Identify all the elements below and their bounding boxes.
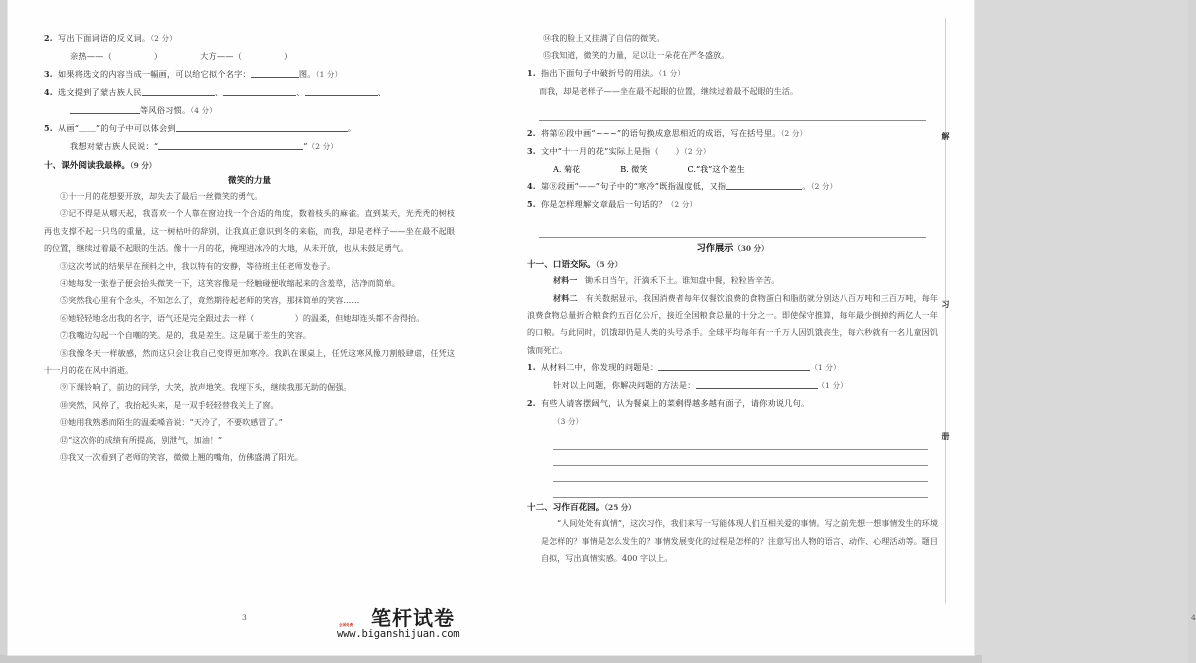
page-number-right: 4 [1191,613,1196,622]
watermark-logo [337,607,517,649]
watermark-badge: 全国免费 [339,623,354,627]
question-2-text: 写出下面词语的反义词。 [58,33,151,43]
right-question-5-text: 你是怎样理解文章最后一句话的？ [541,199,667,210]
right-question-1-number: 1. [527,67,536,78]
scan-right-edge [1188,0,1196,663]
material-one [527,272,938,289]
material-two-text: 有关数据显示，我国消费者每年仅餐饮浪费的食物蛋白和脂肪就分别达八百万吨和三百万吨，每年浪费食物总量折合粮食约五百亿公斤，接近全国粮食总量的十分之一。即使保守推算，每年最少倒掉约两亿人一年的口粮。与此同时，饥饿却仍是人类的头号杀手。全球平均每年有一千万人因饥饿丧生，每六秒就有一名儿童因饥饿而死亡。 [527,292,938,355]
write-line[interactable] [553,482,928,498]
composition-banner-score: （30 分） [733,244,769,254]
article-paragraph: ⑦我嘴边勾起一个自嘲的笑。是的，我是差生。这是属于差生的笑容。 [60,330,311,341]
question-4-text: 选文提到了蒙古族人民 [58,87,142,97]
question-3-score: （1 分） [315,70,343,79]
right-question-3-score: （2 分） [683,147,711,157]
question-4-cont [44,102,455,119]
answer-line[interactable] [539,223,926,238]
right-question-3 [527,143,938,160]
side-marker-3: 册 [941,432,951,440]
scan-left-edge [0,0,8,663]
right-question-4-number: 4. [527,181,536,192]
right-question-3-options [527,161,938,178]
answer-line[interactable] [539,106,926,121]
question-4-number: 4. [44,87,53,97]
right-question-3-text: 文中“十一月的花”实际上是指（ ） [541,146,684,157]
answer-blank[interactable] [158,140,303,150]
right-question-2-text: 将第⑥段中画“~~~”的语句换成意思相近的成语，写在括号里。 [541,128,781,139]
article-paragraph: ⑨下课铃响了，前边的同学，大笑，放声地笑。我埋下头，继续我那无助的倔强。 [60,382,352,393]
oral-question-2-text: 有些人请客摆阔气，认为餐桌上的菜剩得越多越有面子，请你劝说几句。 [541,398,810,409]
composition-banner [527,240,938,254]
writing-lines [553,434,928,498]
article-paragraph: ⑩突然，风停了，我抬起头来，是一双手轻轻替我关上了窗。 [60,399,279,410]
article-paragraph: ⑫“这次你的成绩有所提高，别泄气，加油！” [60,434,223,445]
answer-blank[interactable] [223,86,296,96]
right-question-5-number: 5. [527,199,536,210]
page-number-left: 3 [242,613,247,622]
right-question-4 [527,178,938,195]
question-5 [44,120,455,137]
answer-blank[interactable] [696,379,818,389]
section-ten-score: （9 分） [129,161,157,170]
question-4-after: 等风俗习惯。 [140,105,191,115]
write-line[interactable] [553,450,928,466]
right-question-4-text: 第⑧段画“——”句子中的“寒冷”既指温度低，又指 [541,181,727,192]
question-5-sub: 我想对蒙古族人民说：“ [70,141,159,151]
exam-page-spread [8,0,1196,655]
option-c[interactable]: C.“我”这个差生 [687,164,745,175]
write-line[interactable] [553,434,928,450]
question-5-sub-after: ” [303,141,308,151]
answer-blank[interactable] [658,361,810,371]
question-3 [44,66,455,83]
answer-blank[interactable] [305,86,378,96]
right-question-1 [527,65,938,82]
material-one-label: 材料一 [553,275,578,286]
question-5-number: 5. [44,123,53,133]
oral-question-1-score2: （1 分） [817,381,848,391]
answer-blank[interactable] [176,122,348,132]
oral-question-2 [527,395,938,412]
right-question-3-number: 3. [527,146,536,157]
question-5-text: 从画“＿＿”的句子中可以体会到 [58,123,176,133]
section-ten-heading [44,159,455,171]
question-2-sub-text: 亲热——（ ） 大方——（ ） [70,51,293,61]
section-eleven-heading [527,258,938,270]
right-question-4-score: （2 分） [810,182,838,192]
oral-question-1-line2-text: 针对以上问题，你解决问题的方法是： [553,380,696,391]
right-question-4-after: 。 [802,181,811,192]
article-title: 微笑的力量 [228,176,271,186]
composition-banner-title: 习作展示 [696,243,734,255]
article-paragraph: ⑥她轻轻地念出我的名字，语气还是完全跟过去一样（ ）的温柔，但她却连头都不舍得抬。 [60,312,425,323]
question-2 [44,30,455,47]
section-eleven-score: （5 分） [595,260,622,270]
section-ten-label: 十、课外阅读我最棒。 [44,161,130,171]
material-two [527,290,938,360]
article-paragraph: ⑧我像冬天一样敏感，然而这只会让我自己变得更加寒冷。我趴在课桌上，任凭这寒风像刀割般肆虐，任凭这十一月的花在风中消逝。 [44,347,455,376]
question-2-score: （2 分） [150,34,177,43]
oral-question-1-line2 [527,377,938,394]
material-two-label: 材料二 [553,292,578,303]
oral-question-1-number: 1. [527,362,536,373]
material-one-text: 锄禾日当午，汗滴禾下土。谁知盘中餐，粒粒皆辛苦。 [585,275,780,286]
oral-question-2-score-text: （3 分） [553,417,584,427]
article-paragraph: ⑮我知道，微笑的力量，足以让一朵花在严冬盛放。 [543,50,730,61]
right-question-2-number: 2. [527,128,536,139]
right-question-5 [527,196,938,213]
option-a[interactable]: A. 菊花 [553,164,581,175]
article-paragraph: ①十一月的花想要开放，却失去了最后一丝微笑的勇气。 [60,191,263,201]
option-b[interactable]: B. 微笑 [620,164,648,175]
article-paragraph: ⑭我的脸上又挂满了自信的微笑。 [543,33,665,43]
side-marker-2: 习 [941,300,951,308]
article-paragraph: ⑤突然我心里有个念头，不知怎么了，竟然期待起老师的笑容，那抹简单的笑容…… [60,295,360,306]
right-question-1-text: 指出下面句子中破折号的用法。 [541,67,659,78]
question-4-score: （4 分） [190,106,217,115]
article-paragraph: ②记不得是从哪天起，我喜欢一个人靠在窗边找一个合适的角度，数着枝头的麻雀。直到某天，光秃秃的树枝再也支撑不起一只鸟的重量，这一树枯叶的辞别，让我真正意识到冬的来临，而我，却是老样子——坐在最不起眼的位置，继续过着最不起眼的生活。像十一月的花，掩埋进冰冷的大地，从未开放，也从未鼓足勇气。 [44,208,455,254]
right-question-1-quote: 而我，却是老样子——坐在最不起眼的位置，继续过着最不起眼的生活。 [539,85,799,96]
left-page [8,0,491,640]
section-twelve-score: （25 分） [604,503,636,513]
right-question-2 [527,125,938,142]
article-paragraph: ③这次考试的结果早在预料之中，我以特有的安静，等待班主任老师发卷子。 [60,260,336,271]
scan-bottom-edge [0,655,982,663]
article-paragraph: ⑬我又一次看到了老师的笑容，微微上翘的嘴角，仿佛盛满了阳光。 [60,452,303,463]
section-twelve-label: 十二、习作百花园。 [527,503,605,514]
oral-question-1-text: 从材料二中，你发现的问题是： [541,362,659,373]
article-paragraph: ⑪她用我熟悉而陌生的温柔嗓音说：“天冷了，不要吹感冒了。” [60,417,283,428]
watermark-url: www.biganshijuan.com [337,628,460,640]
article-paragraph: ④她每发一张卷子便会抬头微笑一下，这笑容像是一经触碰便收缩起来的含羞草，洁净而简单。 [60,278,400,289]
question-3-number: 3. [44,69,53,79]
question-4: 4. 选文提到了蒙古族人民 、 、 、 [44,84,455,101]
composition-prompt: “人间处处有真情”，这次习作，我们来写一写能体现人们互相关爱的事情。写之前先想一想事情发生的环境是怎样的？事情是怎么发生的？事情发展变化的过程是怎样的？注意写出人物的语言、动作、心理活动等。题目自拟，写出真情实感。400 字以上。 [541,518,938,564]
margin-rule [945,18,946,603]
question-3-after: 图。 [298,69,316,79]
right-page [491,0,1196,640]
question-5-cont [44,138,455,155]
write-line[interactable] [553,466,928,482]
answer-blank[interactable] [251,68,299,78]
question-3-text: 如果将选文的内容当成一幅画，可以给它拟个名字： [58,69,251,79]
question-2-number: 2. [44,33,53,43]
question-5-score: （2 分） [307,142,338,151]
answer-blank[interactable] [70,104,140,114]
oral-question-2-score [527,413,938,430]
answer-blank[interactable] [726,180,802,190]
question-5-after: 。 [347,123,357,133]
question-2-sub [44,48,455,65]
watermark-brand: 笔杆试卷 [371,606,455,630]
oral-question-1-score: （1 分） [810,363,841,373]
oral-question-2-number: 2. [527,398,536,409]
section-twelve-heading [527,501,938,513]
right-question-1-score: （1 分） [658,68,685,78]
section-eleven-label: 十一、口语交际。 [527,260,596,271]
right-question-5-score: （2 分） [666,200,698,210]
oral-question-1 [527,359,938,376]
answer-blank[interactable] [142,86,215,96]
right-question-2-score: （2 分） [780,129,808,139]
side-marker-1: 解 [941,132,951,140]
